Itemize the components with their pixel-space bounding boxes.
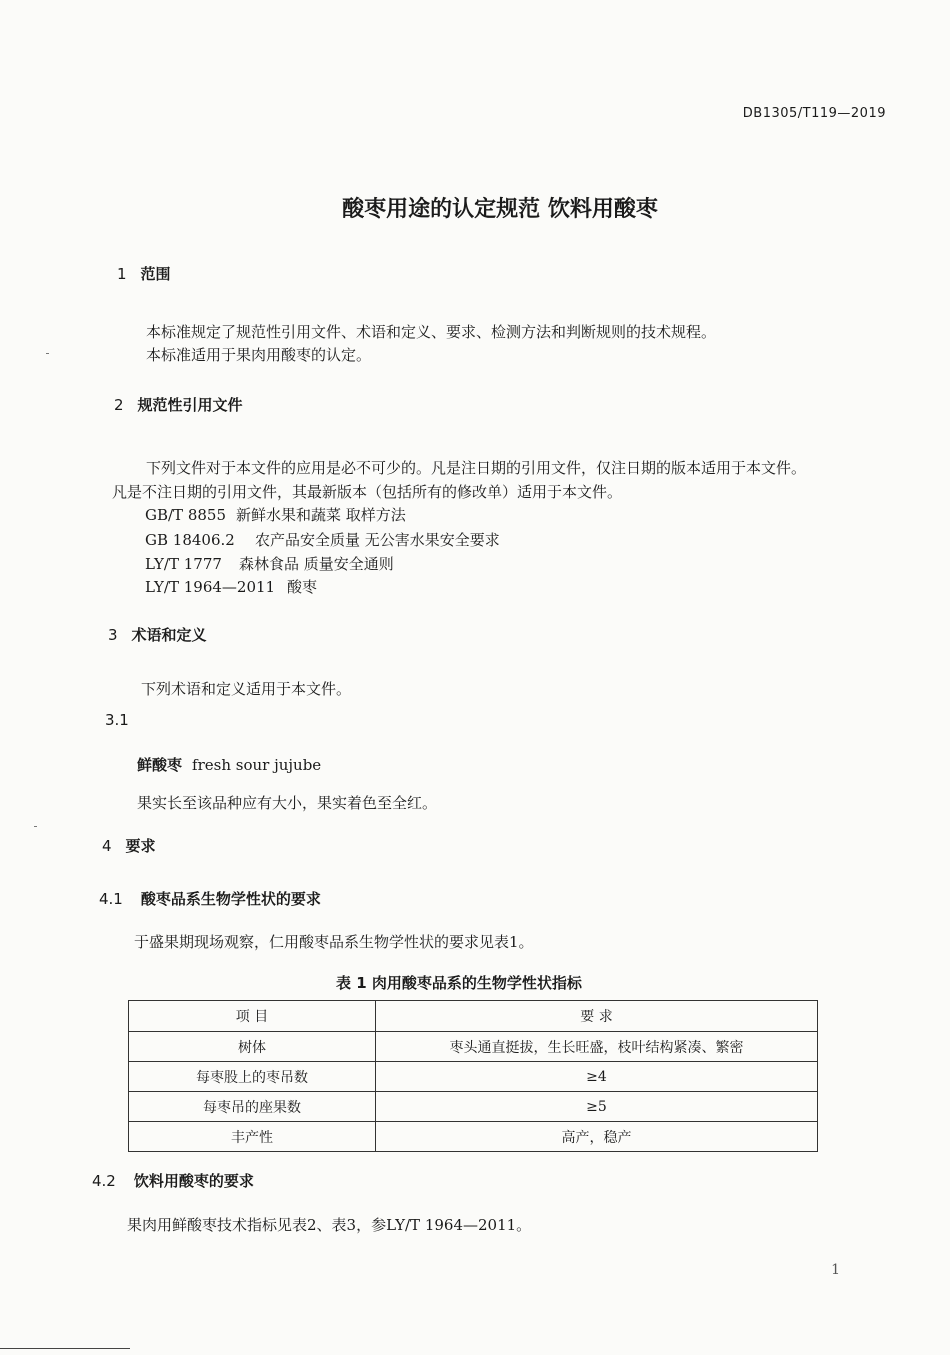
section-title: 规范性引用文件 <box>137 396 243 414</box>
section-title: 酸枣品系生物学性状的要求 <box>140 890 321 908</box>
paragraph: 本标准规定了规范性引用文件、术语和定义、要求、检测方法和判断规则的技术规程。 <box>146 323 717 341</box>
table-cell: 每枣股上的枣吊数 <box>129 1062 376 1092</box>
scan-edge-line <box>0 1348 130 1349</box>
table-caption: 表 1 肉用酸枣品系的生物学性状指标 <box>336 974 582 992</box>
section-number: 3 <box>108 626 118 644</box>
standard-code: DB1305/T119—2019 <box>742 106 886 121</box>
section-number: 1 <box>117 265 127 283</box>
scan-speck <box>46 353 49 354</box>
reference-item <box>145 576 317 597</box>
reference-name: 森林食品 质量安全通则 <box>239 555 394 573</box>
term-english: fresh sour jujube <box>192 756 322 774</box>
paragraph: 下列文件对于本文件的应用是必不可少的。凡是注日期的引用文件，仅注日期的版本适用于本文件。 <box>146 459 807 477</box>
term-entry <box>137 754 321 775</box>
section-number: 4.1 <box>99 890 123 908</box>
reference-item <box>145 553 394 574</box>
paragraph: 下列术语和定义适用于本文件。 <box>141 680 352 698</box>
table-row <box>129 1032 818 1062</box>
section-title: 饮料用酸枣的要求 <box>133 1172 254 1190</box>
scan-speck <box>34 826 37 827</box>
table-row <box>129 1122 818 1152</box>
paragraph: 本标准适用于果肉用酸枣的认定。 <box>146 346 372 364</box>
reference-name: 新鲜水果和蔬菜 取样方法 <box>236 506 406 524</box>
section-3-heading <box>108 624 207 645</box>
reference-name: 酸枣 <box>287 578 318 596</box>
section-2-heading <box>114 394 243 415</box>
paragraph: 果肉用鲜酸枣技术指标见表2、表3，参LY/T 1964—2011。 <box>127 1216 532 1234</box>
section-number: 2 <box>114 396 124 414</box>
section-title: 术语和定义 <box>131 626 207 644</box>
table-header-cell: 项 目 <box>129 1001 376 1032</box>
reference-code: GB/T 8855 <box>145 506 227 524</box>
reference-code: GB 18406.2 <box>145 531 235 549</box>
requirements-table <box>128 1000 818 1152</box>
section-title: 范围 <box>140 265 171 283</box>
reference-item <box>145 529 500 550</box>
section-4-2-heading <box>92 1170 254 1191</box>
section-number: 4.2 <box>92 1172 116 1190</box>
table-cell: 丰产性 <box>129 1122 376 1152</box>
term-definition: 果实长至该品种应有大小，果实着色至全红。 <box>137 794 438 812</box>
subsection-number: 3.1 <box>105 711 129 729</box>
reference-code: LY/T 1964—2011 <box>145 578 276 596</box>
table-cell: 每枣吊的座果数 <box>129 1092 376 1122</box>
reference-item <box>145 504 406 525</box>
table-header-row <box>129 1001 818 1032</box>
term-chinese: 鲜酸枣 <box>137 756 183 774</box>
table-cell: ≥4 <box>376 1062 818 1092</box>
section-1-heading <box>117 263 171 284</box>
document-title: 酸枣用途的认定规范 饮料用酸枣 <box>342 197 658 222</box>
reference-name: 农产品安全质量 无公害水果安全要求 <box>255 531 500 549</box>
table-cell: 高产，稳产 <box>376 1122 818 1152</box>
table-row <box>129 1062 818 1092</box>
section-title: 要求 <box>125 837 156 855</box>
section-number: 4 <box>102 837 112 855</box>
paragraph: 凡是不注日期的引用文件，其最新版本（包括所有的修改单）适用于本文件。 <box>112 483 623 501</box>
section-4-heading <box>102 835 156 856</box>
table-header-cell: 要 求 <box>376 1001 818 1032</box>
table-row <box>129 1092 818 1122</box>
reference-code: LY/T 1777 <box>145 555 222 573</box>
section-4-1-heading <box>99 888 321 909</box>
paragraph: 于盛果期现场观察，仁用酸枣品系生物学性状的要求见表1。 <box>134 933 534 951</box>
table-cell: 枣头通直挺拔，生长旺盛，枝叶结构紧凑、繁密 <box>376 1032 818 1062</box>
table-cell: ≥5 <box>376 1092 818 1122</box>
page-number: 1 <box>831 1262 840 1278</box>
table-cell: 树体 <box>129 1032 376 1062</box>
